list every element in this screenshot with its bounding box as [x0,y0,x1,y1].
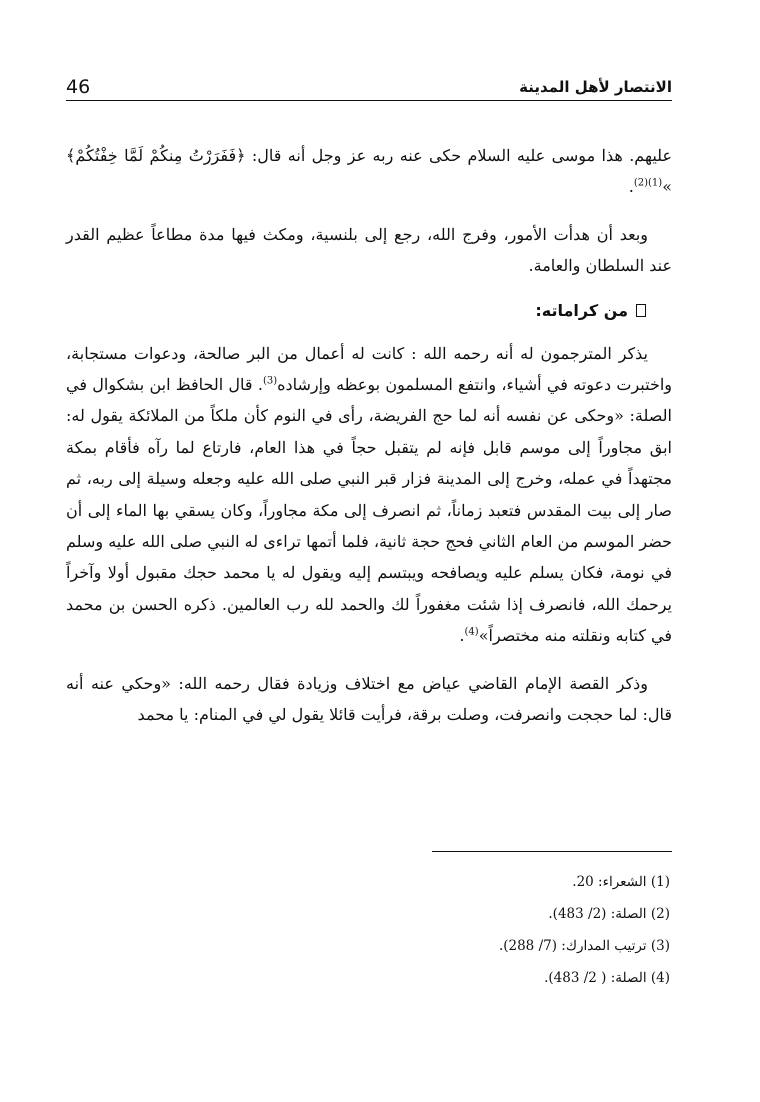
footnote-ref-2: (2) [633,178,649,190]
paragraph-3-text: يذكر المترجمون له أنه رحمه الله : كانت له أعمال من البر صالحة، ودعوات مستجابة، واختبرت دعوته في أشياء، وانتفع المسلمون بوعظه وإرشاده [66,343,673,395]
quote-close-mark: » [662,177,672,197]
footnotes [66,866,670,994]
paragraph-3-quote: قال الحافظ ابن بشكوال في الصلة: «وحكى عن نفسه أنه لما حج الفريضة، رأى في النوم كأن ملكاً من الملائكة يقول له: ابق مجاوراً إلى موسم قابل فإنه لم يتقبل حجاً في هذا العام، فارتاع لما رآه فأقام بمكة مجتهداً في عمله، وخرج إلى المدينة فزار قبر النبي صلى الله عليه وجعله وسيلة إلى ربه، ثم صار إلى بيت المقدس فتعبد زماناً، ثم انصرف إلى مكة مجاوراً، وكان يسقي بها الماء إلى أن حضر الموسم من العام الثاني فحج حجة ثانية، فلما أتمها تراءى له النبي صلى الله عليه وسلم في نومة، فكان يسلم عليه ويصافحه ويبتسم إليه ويقول له يا محمد حجك مقبول أولا وآخراً يرحمك الله، فانصرف إذا شئت مغفوراً لك والحمد لله رب العالمين. ذكره الحسن بن محمد في كتابه ونقلته منه مختصراً» [66,375,672,646]
footnote-1: (1) الشعراء: 20. [572,874,670,890]
book-title: الانتصار لأهل المدينة [519,78,672,96]
paragraph-3: يذكر المترجمون له أنه رحمه الله : كانت له أعمال من البر صالحة، ودعوات مستجابة، واختبرت دعوته في أشياء، وانتفع المسلمون بوعظه وإرشاده$^{(3)}$. قال الحافظ ابن بشكوال في الصلة: «وحكى عن نفسه أنه لما حج الفريضة، رأى في النوم كأن ملكاً من الملائكة يقول له: ابق مجاوراً إلى موسم قابل فإنه لم يتقبل حجاً في هذا العام، فارتاع لما رآه فأقام بمكة مجتهداً في عمله، وخرج إلى المدينة فزار قبر النبي صلى الله عليه وجعله وسيلة إلى ربه، ثم صار إلى بيت المقدس فتعبد زماناً، ثم انصرف إلى مكة مجاوراً، وكان يسقي بها الماء إلى أن حضر الموسم من العام الثاني فحج حجة ثانية، فلما أتمها تراءى له النبي صلى الله عليه وسلم في نومة، فكان يسلم عليه ويصافحه ويبتسم إليه ويقول له يا محمد حجك مقبول أولا وآخراً يرحمك الله، فانصرف إذا شئت مغفوراً لك والحمد لله رب العالمين. ذكره الحسن بن محمد في كتابه ونقلته منه مختصراً»$^{(4)}$. [66,343,673,646]
main-text [66,140,672,747]
footnote-2: (2) الصلة: (2/ 483). [548,906,670,922]
paragraph-4 [66,668,672,731]
footnote-3: (3) ترتيب المدارك: (7/ 288). [498,938,670,954]
paragraph-1-text: عليهم. هذا موسى عليه السلام حكى عنه ربه عز وجل أنه قال: ﴿فَفَرَرْتُ مِنكُمْ لَمَّا خِفْتُكُمْ﴾ [66,146,672,165]
section-heading-text: من كراماته: [535,300,628,320]
page-number: 46 [66,76,91,98]
section-heading [66,298,646,324]
square-outline-icon [636,304,646,317]
footnote-ref-3: (3) [262,375,278,387]
footnote-ref-1: (1) [648,178,663,190]
paragraph-2 [66,219,672,282]
footnote-separator [432,851,672,852]
paragraph-4-text: وذكر القصة الإمام القاضي عياض مع اختلاف وزيادة فقال رحمه الله: «وحكي عنه أنه قال: لما حججت وانصرفت، وصلت برقة، فرأيت قائلا يقول لي في المنام: يا محمد [66,673,672,725]
running-header [66,66,672,101]
paragraph-2-text: وبعد أن هدأت الأمور، وفرج الله، رجع إلى بلنسية، ومكث فيها مدة مطاعاً عظيم القدر عند السلطان والعامة. [66,224,672,276]
footnote-ref-4: (4) [464,626,479,638]
paragraph-1: عليهم. هذا موسى عليه السلام حكى عنه ربه عز وجل أنه قال: ﴿فَفَرَرْتُ مِنكُمْ لَمَّا خِفْتُكُمْ﴾ »$^{(1)(2)}$. [66,146,672,197]
footnote-4: (4) الصلة: ( 2/ 483). [544,970,670,986]
